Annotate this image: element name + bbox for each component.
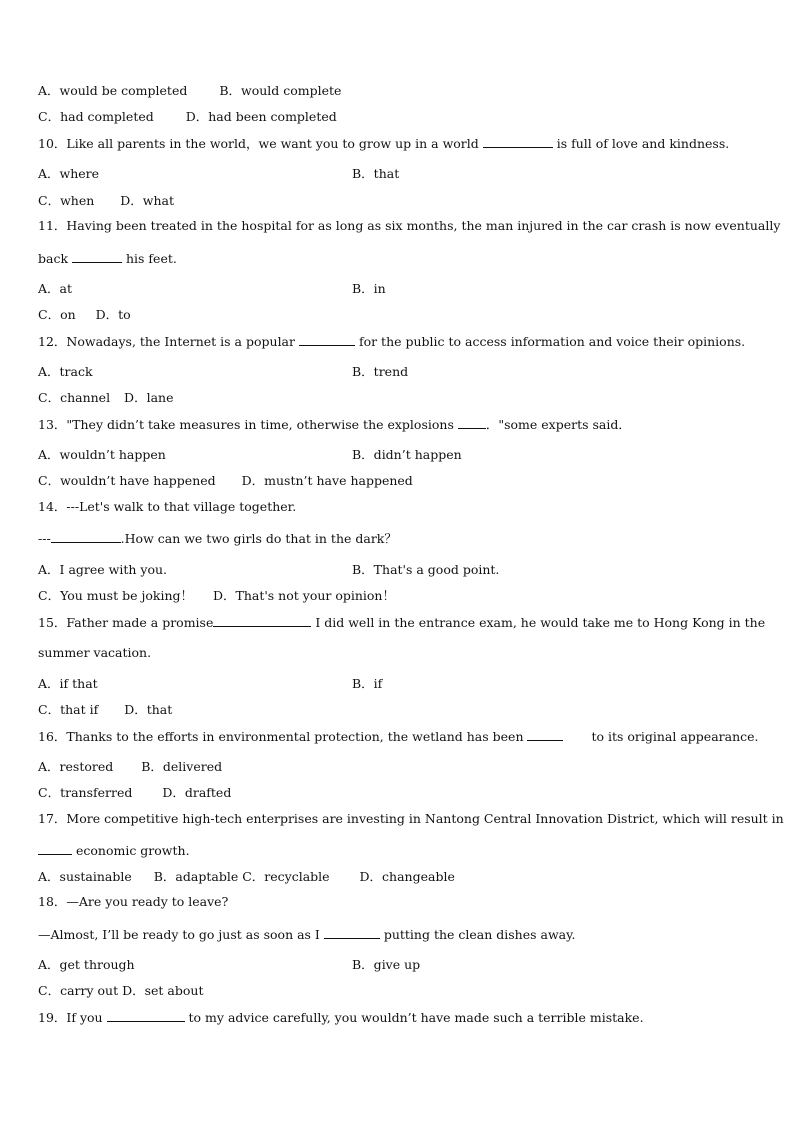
q10-option-c[interactable]: C．when: [38, 193, 95, 208]
q19-blank: [107, 1009, 185, 1022]
q12-stem-post: for the public to access information and voice their opinions.: [354, 334, 746, 349]
q12-option-d[interactable]: D．lane: [124, 390, 174, 405]
q13-blank: [458, 416, 486, 429]
q11-option-b[interactable]: B．in: [352, 281, 386, 296]
q18-options-row1: [38, 957, 421, 973]
q14-option-c[interactable]: C．You must be joking！: [38, 588, 193, 603]
q16-blank: [527, 728, 563, 741]
q12-stem: [38, 333, 745, 350]
q13-option-b[interactable]: B．didn’t happen: [352, 447, 462, 462]
q12-blank: [299, 333, 355, 346]
q16-options-row2: [38, 785, 231, 801]
q10-option-d[interactable]: D．what: [120, 193, 174, 208]
q18-blank: [324, 926, 380, 939]
q10-option-b[interactable]: B．that: [352, 166, 400, 181]
q17-option-c[interactable]: C．recyclable: [242, 869, 330, 884]
q10-blank: [483, 135, 553, 148]
q12-options-row1: [38, 364, 409, 380]
q17-option-b[interactable]: B．adaptable: [153, 869, 239, 884]
q13-option-c[interactable]: C．wouldn’t have happened: [38, 473, 216, 488]
q18-option-d[interactable]: D．set about: [122, 983, 204, 998]
q18-option-c[interactable]: C．carry out: [38, 983, 119, 998]
q18-stem-post: putting the clean dishes away.: [379, 927, 576, 942]
q13-option-a[interactable]: A．wouldn’t happen: [38, 447, 166, 462]
q11-option-c[interactable]: C．on: [38, 307, 76, 322]
q18-stem-line1: 18．—Are you ready to leave?: [38, 894, 229, 909]
q13-options-row2: [38, 473, 413, 489]
q19-stem: [38, 1009, 644, 1026]
q16-options-row: [38, 759, 222, 775]
q15-options-row2: [38, 702, 172, 718]
q12-option-c[interactable]: C．channel: [38, 390, 111, 405]
q12-option-b[interactable]: B．trend: [352, 364, 409, 379]
q17-blank: [38, 842, 72, 855]
q14-blank: [51, 530, 121, 543]
q14-option-d[interactable]: D．That's not your opinion！: [212, 588, 395, 603]
q11-blank: [72, 250, 122, 263]
q16-option-a[interactable]: A．restored: [38, 759, 114, 774]
q11-options-row1: [38, 281, 386, 297]
q15-stem-line1: [38, 614, 765, 631]
q19-stem-post: to my advice carefully, you wouldn’t have made such a terrible mistake.: [184, 1010, 644, 1025]
q15-blank: [213, 614, 311, 627]
q10-options-row2: [38, 193, 174, 209]
q12-options-row2: [38, 390, 173, 406]
q11-stem-pre: back: [38, 251, 73, 266]
q11-options-row2: [38, 307, 131, 323]
q14-stem-post: .How can we two girls do that in the dark？: [120, 531, 397, 546]
q10-stem-post: is full of love and kindness.: [552, 136, 730, 151]
q14-option-a[interactable]: A．I agree with you.: [38, 562, 167, 577]
q9-option-b[interactable]: B．would complete: [219, 83, 342, 98]
q10-stem: [38, 135, 729, 152]
q14-option-b[interactable]: B．That's a good point.: [352, 562, 500, 577]
q15-stem-pre: 15．Father made a promise: [38, 615, 214, 630]
q9-option-a[interactable]: A．would be completed: [38, 83, 188, 98]
q18-stem-pre: —Almost, I’ll be ready to go just as soon as I: [38, 927, 324, 942]
q16-stem: [38, 728, 759, 745]
q17-option-a[interactable]: A．sustainable: [38, 869, 132, 884]
q14-stem-pre: ---: [38, 531, 51, 546]
q12-stem-pre: 12．Nowadays, the Internet is a popular: [38, 334, 299, 349]
q18-options-row2: [38, 983, 203, 999]
q11-stem-post: his feet.: [122, 251, 177, 266]
q16-stem-post: to its original appearance.: [587, 729, 759, 744]
q16-option-d[interactable]: D．drafted: [162, 785, 232, 800]
q10-options-row1: [38, 166, 400, 182]
q11-option-d[interactable]: D．to: [95, 307, 131, 322]
q13-stem: [38, 416, 631, 433]
q9-options-row2: [38, 109, 337, 125]
q18-option-a[interactable]: A．get through: [38, 957, 135, 972]
q18-stem-line2: [38, 926, 576, 943]
q16-option-b[interactable]: B．delivered: [141, 759, 223, 774]
q10-stem-pre: 10．Like all parents in the world，we want you to grow up in a world: [38, 136, 483, 151]
q14-options-row2: [38, 588, 395, 604]
q12-option-a[interactable]: A．track: [38, 364, 93, 379]
q19-stem-pre: 19．If you: [38, 1010, 107, 1025]
q17-stem-line1: 17．More competitive high-tech enterprises are investing in Nantong Central Innovation District, which will result in: [38, 811, 784, 826]
q15-option-d[interactable]: D．that: [124, 702, 173, 717]
q15-option-b[interactable]: B．if: [352, 676, 383, 691]
q11-stem-line2: [38, 250, 177, 267]
q17-stem-post: economic growth.: [72, 843, 190, 858]
q17-stem-line2: [38, 842, 190, 859]
q14-stem-line2: [38, 530, 397, 547]
q9-options-row1: [38, 83, 341, 99]
q11-option-a[interactable]: A．at: [38, 281, 73, 296]
q15-options-row1: [38, 676, 383, 692]
q15-stem-line2: summer vacation.: [38, 645, 152, 660]
q15-option-a[interactable]: A．if that: [38, 676, 98, 691]
q11-stem-line1: 11．Having been treated in the hospital for as long as six months, the man injured in the car crash is now eventually: [38, 218, 781, 233]
q14-options-row1: [38, 562, 500, 578]
q16-stem-pre: 16．Thanks to the efforts in environmental protection, the wetland has been: [38, 729, 528, 744]
q18-option-b[interactable]: B．give up: [352, 957, 421, 972]
q16-option-c[interactable]: C．transferred: [38, 785, 133, 800]
q9-option-c[interactable]: C．had completed: [38, 109, 154, 124]
q13-option-d[interactable]: D．mustn’t have happened: [241, 473, 413, 488]
q10-option-a[interactable]: A．where: [38, 166, 100, 181]
q9-option-d[interactable]: D．had been completed: [185, 109, 337, 124]
q15-stem-post: I did well in the entrance exam, he would take me to Hong Kong in the: [311, 615, 766, 630]
q13-stem-pre: 13．"They didn’t take measures in time, otherwise the explosions: [38, 417, 458, 432]
q15-option-c[interactable]: C．that if: [38, 702, 99, 717]
q13-options-row1: [38, 447, 462, 463]
q17-option-d[interactable]: D．changeable: [359, 869, 455, 884]
q17-options-row: [38, 869, 455, 885]
q14-stem-line1: 14．---Let's walk to that village together.: [38, 499, 297, 514]
q13-stem-post: ．"some experts said．: [485, 417, 631, 432]
